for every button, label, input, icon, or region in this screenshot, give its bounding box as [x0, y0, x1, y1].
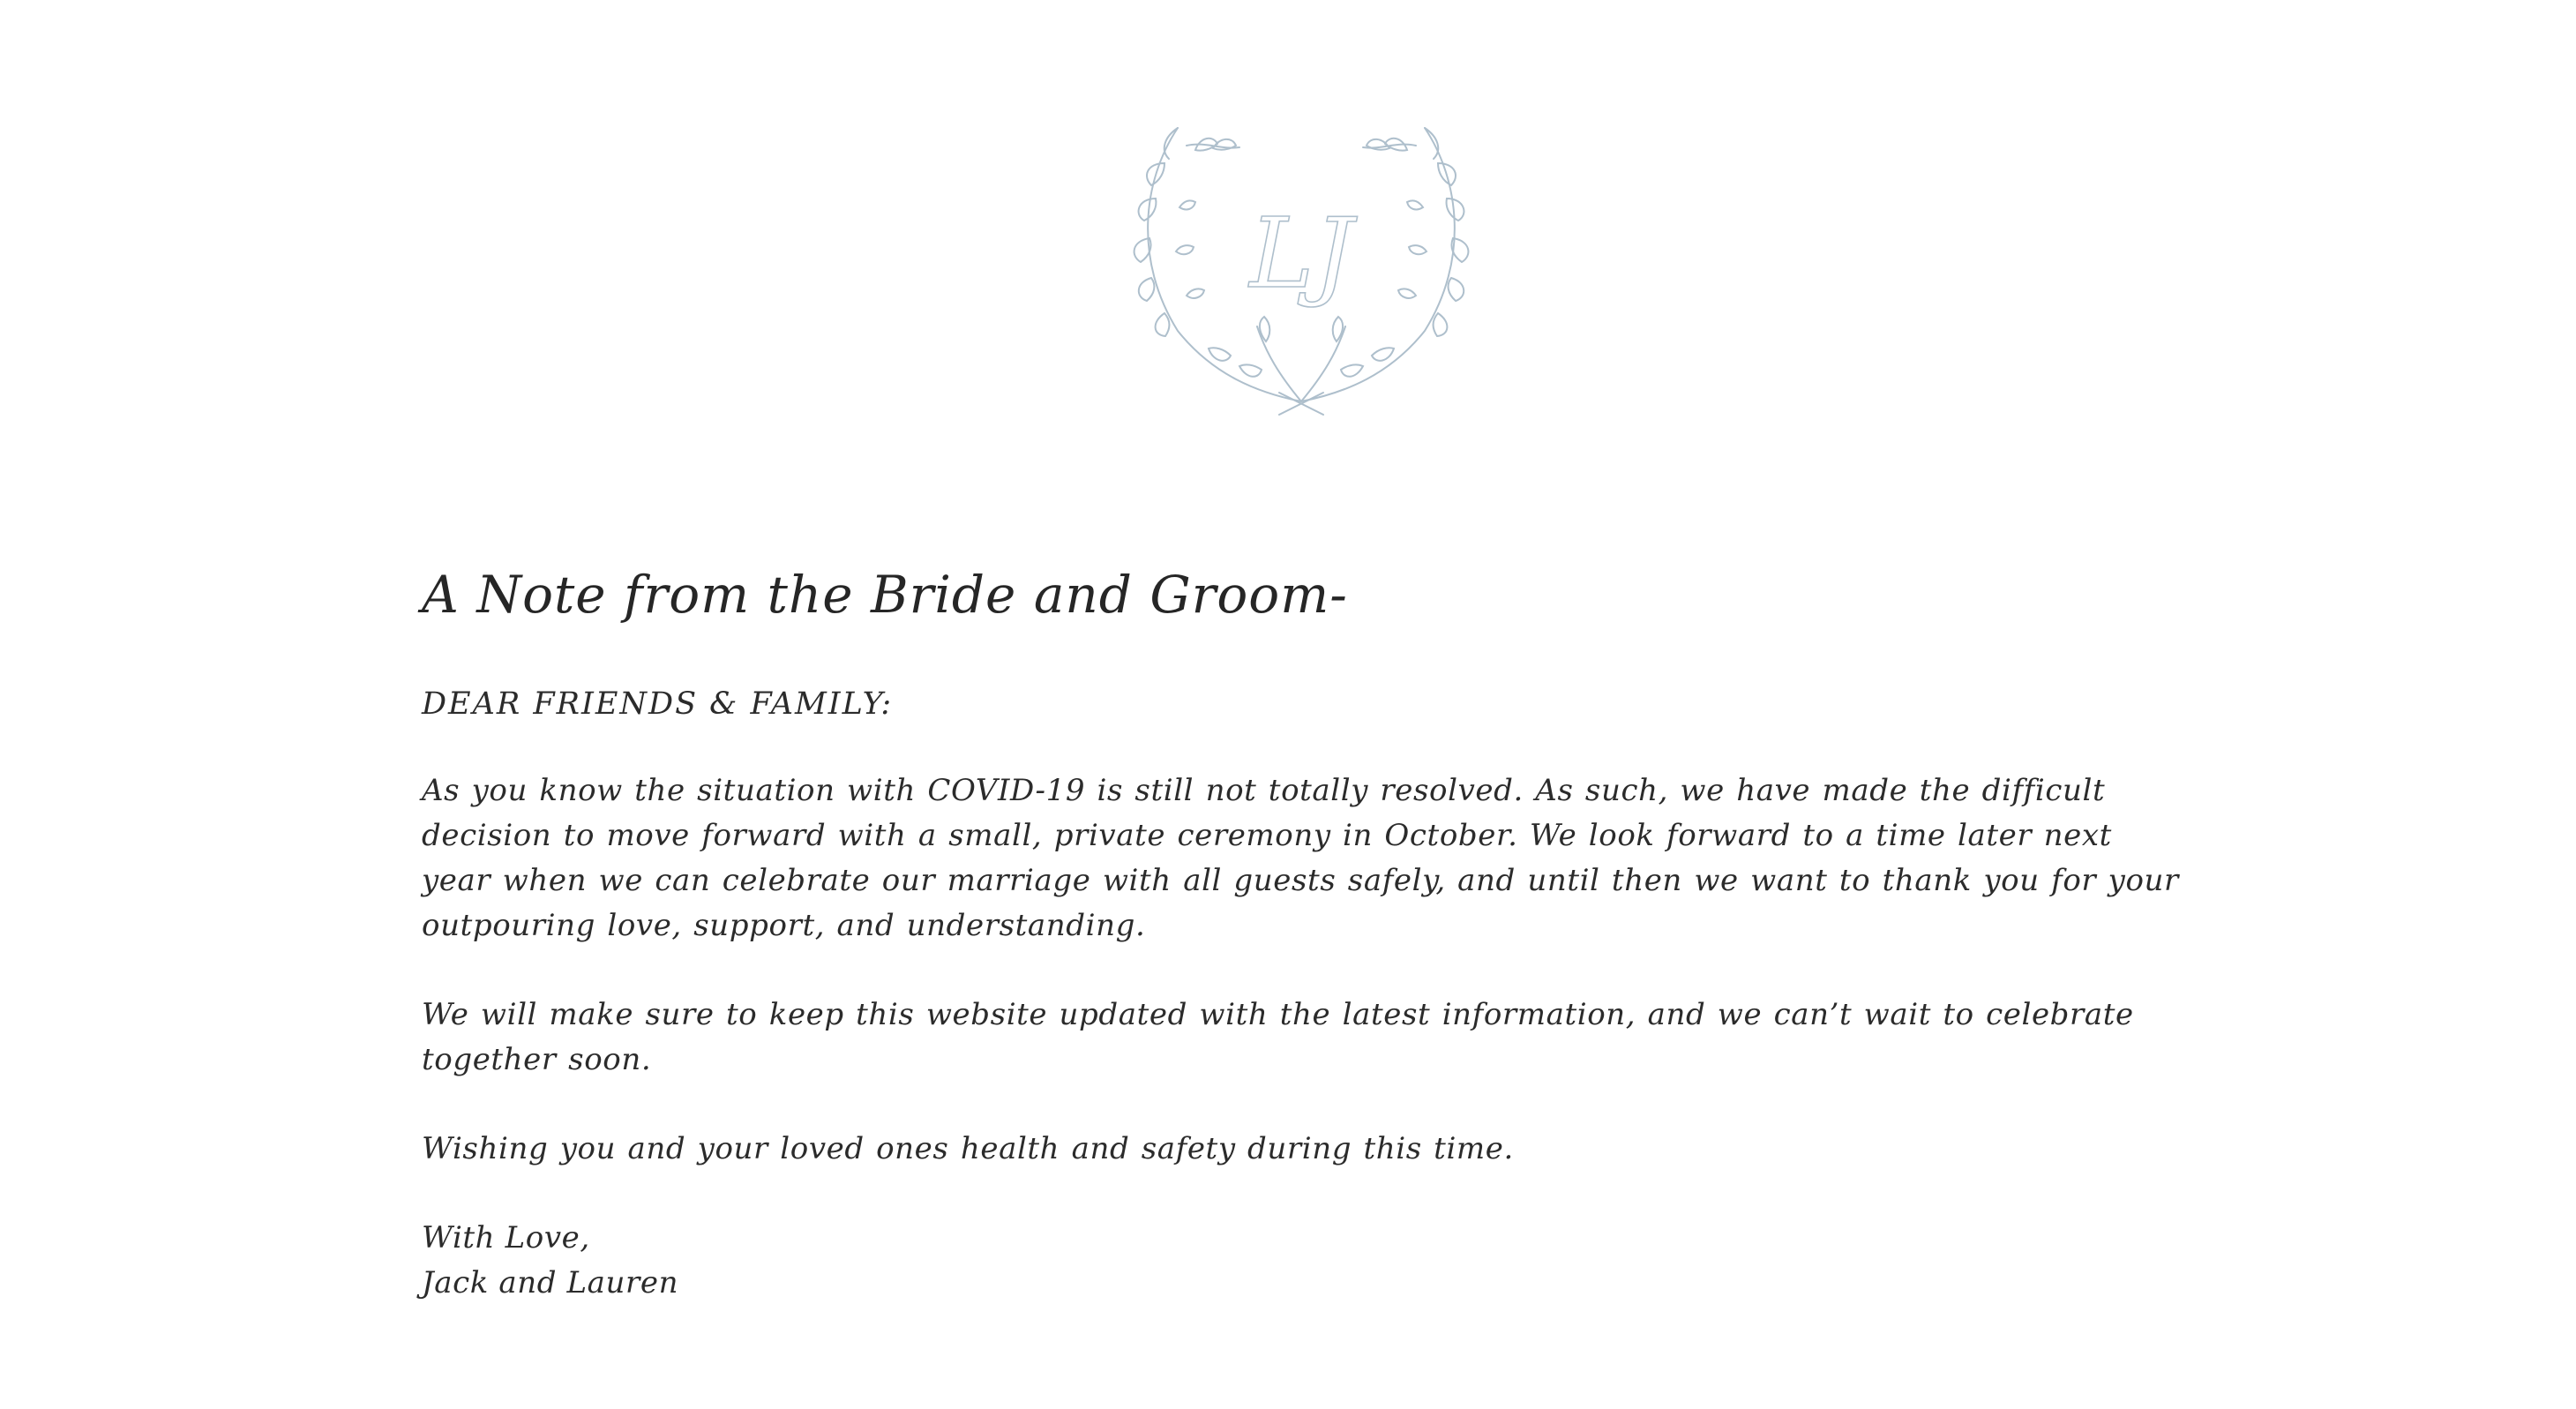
page-title: A Note from the Bride and Groom-	[422, 565, 1348, 625]
closing: With Love,	[422, 1220, 590, 1256]
paragraph-wishes: Wishing you and your loved ones health and safety during this time.	[422, 1131, 1514, 1167]
floral-wreath-icon	[1125, 110, 1478, 423]
monogram-text: LJ	[1249, 197, 1353, 310]
salutation: DEAR FRIENDS & FAMILY:	[422, 686, 894, 722]
paragraph-website-updates: We will make sure to keep this website updated with the latest information, and we can’t wait to celebrate together soon.	[422, 997, 2134, 1078]
signature: Jack and Lauren	[422, 1265, 679, 1301]
note-content	[422, 565, 2186, 1306]
paragraph-covid-update: As you know the situation with COVID-19 is still not totally resolved. As such, we have made the difficult decision to move forward with a small, private ceremony in October. We look forward to a time later next year when we can celebrate our marriage with all guests safely, and until then we want to thank you for your outpouring love, support, and understanding.	[422, 773, 2179, 944]
monogram-crest	[1125, 110, 1478, 423]
